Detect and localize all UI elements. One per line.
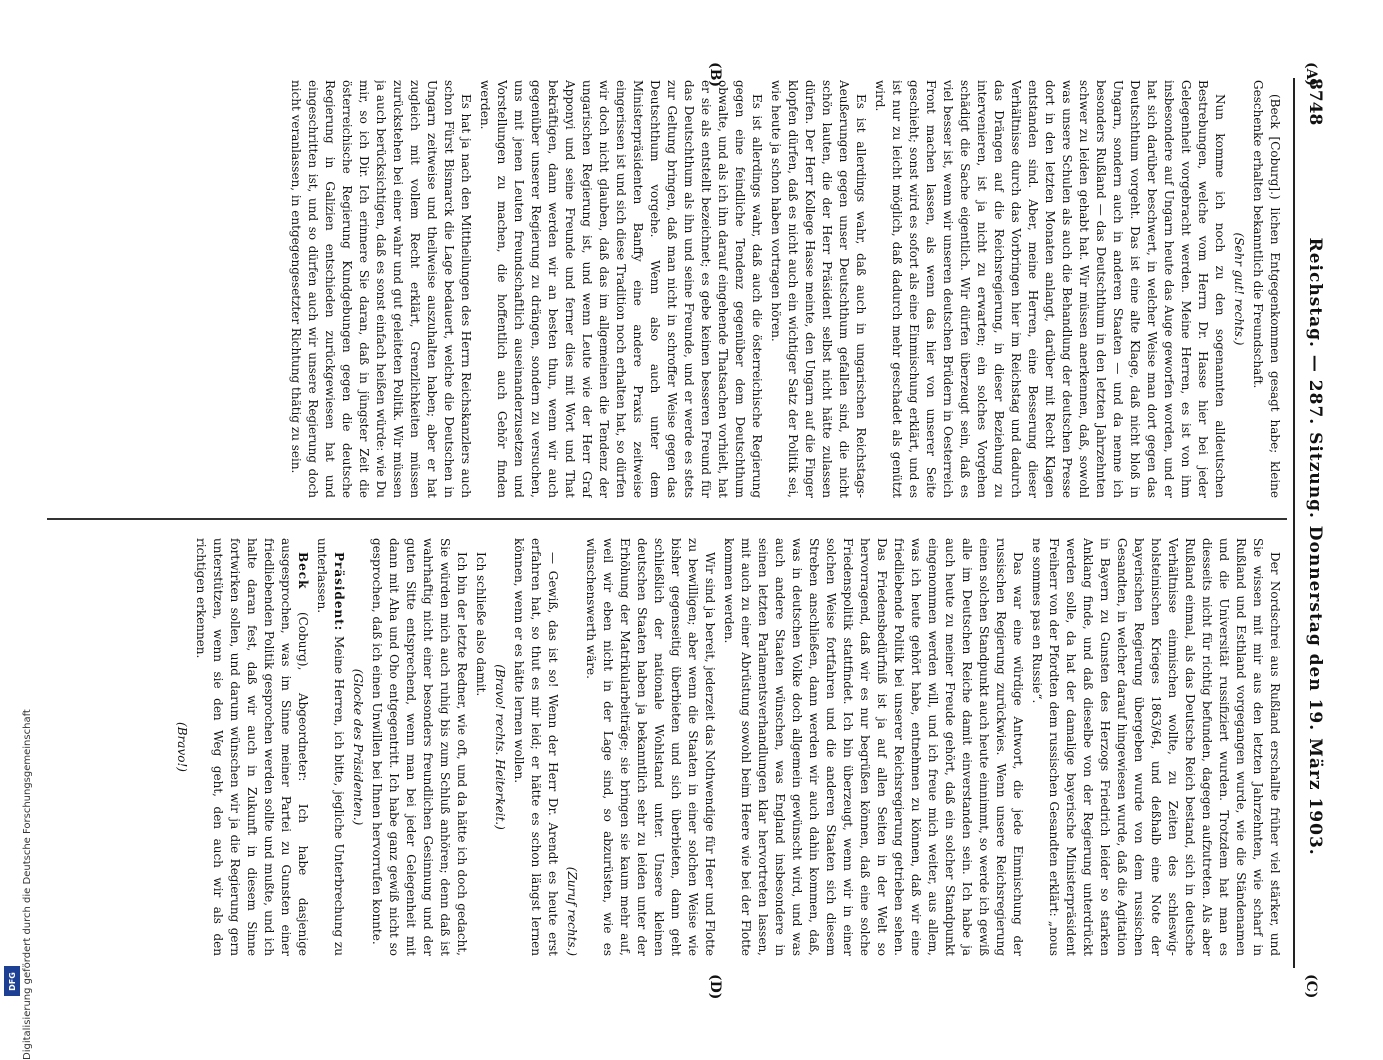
- dfg-logo: [4, 966, 20, 996]
- margin-marker-a: (A): [1303, 62, 1319, 87]
- paragraph: Es hat ja nach den Mittheilungen des Herrn Reichskanzlers auch schon Fürst Bismarck die Lage bedauert, welche die Deutschen in Ungarn zeitweise und theilweise auszuhalten haben; aber er hat zugleich mit vollem Recht erklärt, Grenzlichkeiten müssen zurückstehen bei einer wahr und gut geleiteten Politik. Wir müssen ja auch berücksichtigen, daß es sonst einfach heißen würde: wie Du mir, so ich Dir. Ich erinnere Sie daran, daß in jüngster Zeit die österreichische Regierung Kundgebungen gegen die deutsche Regierung in Galizien entschieden zurückgewiesen hat und eingeschritten ist, und so dürfen auch wir unsere Regierung doch nicht veranlassen, in entgegengesetzter Richtung thätig zu sein.: [289, 80, 473, 498]
- paragraph: Ich bin der letzte Redner, wie oft, und da hätte ich doch gedacht, Sie würden mich auch ruhig bis zum Schluß anhören; denn daß ist wahrhaftig nicht einer besonders freundlichen Gesinnung und der guten Sitte entsprechend, wenn man bei jeder Gelegenheit mit dann mit Aha und Oho entgegentritt. Ich habe ganz gewiß nicht so gesprochen, daß ich einen Unwillen bei Ihnen hervorrufen konnte.: [370, 538, 469, 956]
- margin-marker-d: (D): [707, 974, 723, 1000]
- paragraph: Es ist allerdings wahr, daß auch die österreichische Regierung gegen eine feindliche Tendenz gegenüber dem Deutschthum obwalte, und als ich ihn darauf eingehende Thatsachen vorhielt, hat er sie als entstellt bezeichnet; es gebe keinen besseren Freund für das Deutschthum als ihn und seine Freunde, und er werde es stets zur Geltung bringen, daß man nicht in schroffer Weise gegen das Deutschthum vorgehe. Wenn also auch unter dem Ministerpräsidenten Banffy eine andere Praxis zeitweise eingerissen ist und sich diese Tradition noch erhalten hat, so dürfen wir doch nicht glauben, daß das im allgemeinen die Tendenz der ungarischen Regierung ist, und wenn Leute wie der Herr Graf Apponyi und seine Freunde und ferner dies mit Wort und That bekräftigen, dann werden wir an besten thun, wenn wir auch gegenüber unserer Regierung zu drängen, sondern zu versuchen, uns mit jenen Leuten freundschaftlich auseinanderzusetzen und Vorstellungen zu machen, die hoffentlich auch Gehör finden werden.: [478, 80, 764, 498]
- right-column: [53, 538, 1283, 956]
- dfg-logo-text: DFG: [7, 971, 17, 991]
- paragraph: Ich schließe also damit.: [474, 552, 488, 697]
- digitization-credit: Digitalisierung gefördert durch die Deutsche Forschungsgemeinschaft: [22, 709, 33, 1060]
- page-number: 8748: [1305, 78, 1325, 126]
- paragraph: — Gewiß, das ist so! Wenn der Herr Dr. Arendt es heute erst erfahren hat, so thut es mir leid; er hätte es schon längst lernen können, wenn er es hätte lernen wollen.: [512, 538, 560, 956]
- speaker-name: Präsident:: [332, 552, 346, 632]
- paragraph: Das war eine würdige Antwort, die jede Einmischung der russischen Regierung zurückwies. Wenn unsere Reichsregierung einen solchen Standpunkt auch heute einnimmt, so werde ich gewiß alle im Deutschen Reiche damit einverstanden sein. Ich habe ja auch heute zu meiner Freude gehört, daß ein solcher Standpunkt eingenommen werden will, und ich freue mich weiter, aus allem, was ich heute gehört habe, entnehmen zu können, daß wir eine friedliebende Politik bei unserer Reichsregierung getrieben sehen. Das Friedensbedürfniß ist ja auf allen Seiten in der Welt so hervorragend, daß wir es nur begrüßen können, daß eine solche Friedenspolitik stattfindet. Ich bin überzeugt, wenn wir in einer solchen Weise fortfahren und die anderen Staaten sich diesem Streben anschließen, dann werden wir auch dahin kommen, daß, was in deutschen Volke doch allgemein gewünscht wird, und was auch andere Staaten wünschen, was England insbesondere in seinen letzten Parlamentsverhandlungen klar hervortreten lassen, mit auch zu einer Abrüstung sowohl beim Heere wie bei der Flotte kommen werden.: [722, 538, 1025, 956]
- column-divider: [47, 518, 1287, 520]
- speaker-name: Beck: [296, 552, 310, 590]
- margin-marker-c: (C): [1303, 974, 1319, 999]
- header-rule: [1293, 78, 1295, 968]
- stage-direction: (Bravo! rechts. Heiterkeit.): [493, 664, 507, 830]
- paragraph: Der Nordschrei aus Rußland erschallte früher viel stärker, und Sie wissen mit mir aus den letzten Jahrzehnten, wie scharf in Rußland und Esthland vorgegangen wurde, wie die Ständenamen und die Universität russifiziert wurden. Trotzdem hat man es diesseits nicht für richtig befunden, dagegen aufzutreten. Als aber Rußland einmal, als das Deutsche Reich bestand, sich in deutsche Verhältnisse einmischen wollte, zu Zeiten des schleswig-holsteinischen Krieges 1863/64, und deßhalb eine Note der bayerischen Regierung übergeben wurde von dem russischen Gesandten, in welcher darauf hingewiesen wurde, daß die Agitation in Bayern zu Gunsten des Herzogs Friedrich leider so starken Anklang finde, und daß dieselbe von der Regierung unterdrückt werden solle, da hat der damalige bayerische Ministerpräsident Freiherr von der Pfordten dem russischen Gesandten erklärt: „nous ne sommes pas en Russie“.: [1030, 538, 1282, 956]
- speech-text: Meine Herren, ich bitte, jegliche Unterbrechung zu unterlassen.: [315, 538, 346, 956]
- speech-text: (Coburg), Abgeordneter: Ich habe dasjenige ausgesprochen, was im Sinne meiner Partei zu Gunsten einer friedliebenden Politik gesprochen werden sollte und mußte, und ich halte daran fest, daß wir auch in Zukunft in diesem Sinne fortwirken sollen, und darum wünschen wir ja die Regierung gern unterstützen, wenn sie den Weg geht, den auch wir als den richtigen erkennen.: [194, 538, 310, 956]
- stage-direction: (Bravo!): [175, 722, 189, 772]
- page-header: [1295, 78, 1325, 968]
- paragraph: (Beck [Coburg].) lichen Entgegenkommen gesagt habe; kleine Geschenke erhalten bekanntlich die Freundschaft.: [1251, 80, 1282, 498]
- stage-direction: (Glocke des Präsidenten.): [351, 668, 365, 826]
- stage-direction: (Sehr gut! rechts.): [1232, 232, 1246, 346]
- page-title: Reichstag. — 287. Sitzung. Donnerstag den 19. März 1903.: [1305, 237, 1325, 856]
- stage-direction: (Zuruf rechts.): [565, 866, 579, 956]
- margin-marker-b: (B): [707, 62, 723, 88]
- paragraph: [313, 538, 347, 956]
- paragraph: [192, 538, 311, 956]
- paragraph: Nun komme ich noch zu den sogenannten alldeutschen Bestrebungen, welche vom Herrn Dr. Hasse hier bei jeder Gelegenheit vorgebracht werden. Meine Herren, es ist von ihm insbesondere auf Ungarn heute das Auge geworfen worden, und er hat sich darüber beschwert, in welcher Weise man dort gegen das Deutschthum vorgeht. Das ist eine alte Klage, daß nicht bloß in Ungarn, sondern auch in anderen Staaten — und da nenne ich besonders Rußland — das Deutschthum in den letzten Jahrzehnten schwer zu leiden gehabt hat. Wir müssen anerkennen, daß, sowohl was unsere Schulen als auch die Behandlung der deutschen Presse dort in den letzten Monaten anlangt, darüber mit Recht Klagen entstanden sind. Aber, meine Herren, eine Besserung dieser Verhältnisse durch das Vorbringen hier im Reichstag und dadurch das Drängen auf die Reichsregierung, in dieser Beziehung zu intervenieren, ist ja nicht zu erwarten; ein solches Vorgehen schädigt die Sache eigentlich. Wir dürfen überzeugt sein, daß es viel besser ist, wenn wir unseren deutschen Brüdern in Oesterreich Front machen lassen, als wenn das hier von unserer Seite geschieht; sonst wird es sofort als eine Einmischung erklärt, und es ist nur zu leicht möglich, daß dadurch mehr geschadet als genützt wird.: [873, 80, 1227, 498]
- paragraph: Es ist allerdings wahr, daß auch in ungarischen Reichstags-Aeußerungen gegen unser Deutschthum gefallen sind, die nicht schön lauten, die der Herr Präsident selbst nicht hätte zulassen dürfen. Der Herr Kollege Hasse meinte, den Ungarn auf die Finger klopfen dürfen, daß es nicht auch ein wichtiger Satz der Politik sei, wie heute ja schon haben vortragen hören.: [769, 80, 868, 498]
- left-column: [53, 80, 1283, 498]
- paragraph: Wir sind ja bereit, jederzeit das Nothwendige für Heer und Flotte zu bewilligen; aber wenn die Staaten in einer solchen Weise wie bisher gegenseitig überbieten und sich überbieten, dann geht schließlich der nationale Wohlstand unter. Unsere kleinen deutschen Staaten haben ja bekanntlich sehr zu leiden unter der Erhöhung der Matrikularbeiträge; sie bringen sie kaum mehr auf, weil wir eben nicht in der Lage sind, so abzurüsten, wie es wünschenswerth wäre.: [584, 538, 717, 956]
